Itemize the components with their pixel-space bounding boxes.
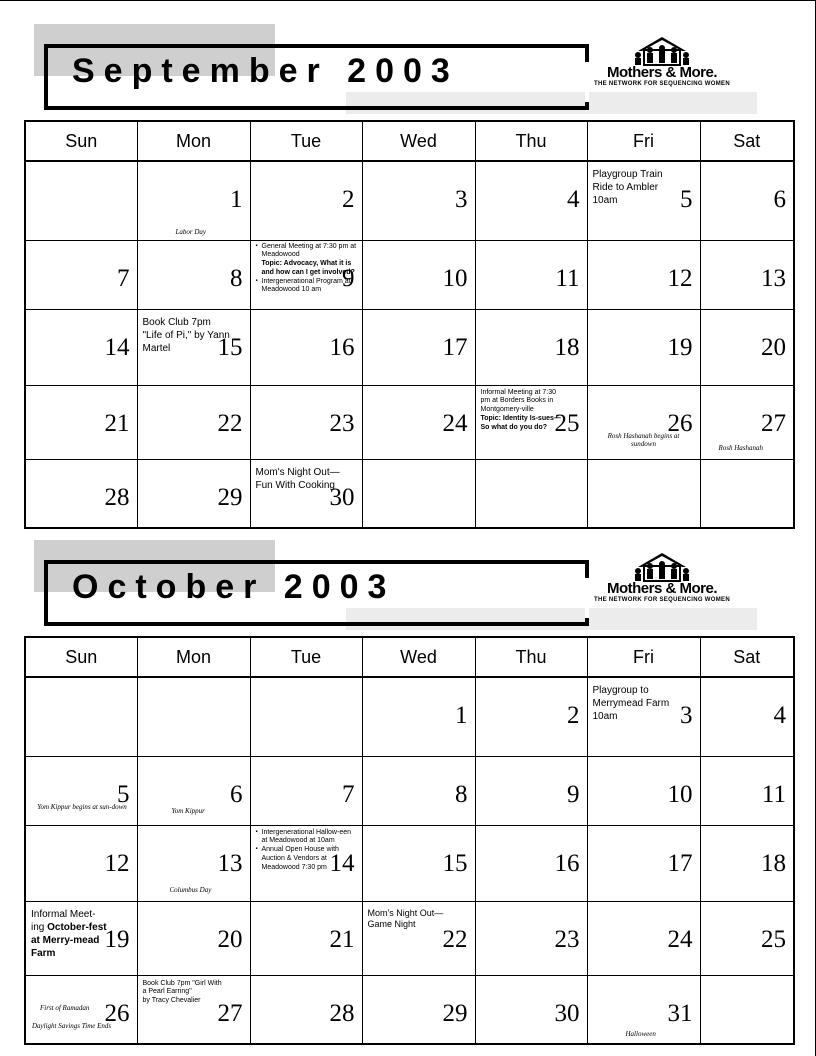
day-cell [700,677,794,756]
day-number: 26 [667,409,693,437]
day-cell [25,975,137,1044]
day-number: 30 [554,999,580,1027]
day-cell [250,975,362,1044]
event-item: ▪ Intergenerational Hallow-een at Meadowood at 10am [256,829,352,847]
event-note: Playgroup to Merrymead Farm 10am [592,685,670,722]
day-number: 29 [217,483,243,511]
day-number: 13 [761,264,786,292]
day-number: 4 [773,702,786,729]
day-number: 26 [104,999,130,1027]
holiday-label: Halloween [625,1029,656,1038]
day-number: 18 [554,333,580,361]
event-item: ▪ General Meeting at 7:30 pm at Meadowood Topic: Advocacy, What it is and how can I get involved? [256,243,364,278]
day-number: 10 [667,780,693,808]
day-cell [137,309,250,385]
event-note: Informal Meeting at 7:30 pm at Borders Books in Montgomery-ville Topic: Identity Is-sues—So what do you do? [480,388,561,431]
day-number: 12 [667,264,693,292]
event-note [256,829,352,873]
holiday-label: Yom Kippur [171,806,205,815]
day-cell [25,385,137,459]
day-cell [587,240,700,309]
day-cell [250,901,362,975]
house-family-icon [632,36,692,66]
day-number: 2 [342,186,355,213]
event-note: Book Club 7pm "Life of Pi," by Yann Martel [142,316,230,354]
day-cell [25,901,137,975]
weekday-tue: Tue [250,121,362,161]
day-number: 31 [667,999,693,1027]
day-cell [250,385,362,459]
day-cell [475,677,587,756]
day-number: 5 [680,186,693,213]
month-title: October 2003 [72,568,396,606]
day-cell [362,901,475,975]
weekday-sat: Sat [700,637,794,677]
day-cell [475,309,587,385]
day-cell-empty [700,459,794,528]
day-number: 24 [442,409,468,437]
day-number: 27 [761,409,786,437]
weekday-tue: Tue [250,637,362,677]
day-cell [587,825,700,901]
day-cell [700,385,794,459]
day-number: 25 [554,409,580,437]
event-item: ▪ Intergenerational Program at Meadowood 10 am [256,278,364,296]
day-cell [700,901,794,975]
day-number: 14 [329,849,355,877]
event-note: Playgroup Train Ride to Ambler 10am [592,169,663,206]
weekday-sun: Sun [25,121,137,161]
day-cell [587,385,700,459]
event-note: Book Club 7pm "Girl With a Pearl Earring" by Tracy Chevalier [142,979,222,1004]
house-family-icon [632,552,692,582]
day-cell [25,756,137,825]
day-cell-empty [700,975,794,1044]
day-cell [250,161,362,240]
day-cell [137,161,250,240]
day-number: 3 [455,186,468,213]
day-number: 18 [761,849,786,877]
day-cell-empty [362,459,475,528]
day-cell [587,975,700,1044]
event-note: Informal Meet-ing October-fest at Merry-mead Farm [31,908,107,959]
day-cell [362,825,475,901]
day-cell [25,459,137,528]
day-number: 3 [680,702,693,729]
day-number: 24 [667,925,693,953]
day-cell [700,240,794,309]
day-cell-empty [25,677,137,756]
event-note: Mom's Night Out—Game Night [367,907,444,930]
day-number: 17 [667,849,693,877]
day-number: 11 [555,264,580,292]
day-cell-empty [475,459,587,528]
day-number: 6 [773,186,786,213]
day-cell [587,756,700,825]
day-cell [137,240,250,309]
day-cell [700,756,794,825]
weekday-wed: Wed [362,637,475,677]
day-cell-empty [137,677,250,756]
month-grid [24,120,795,529]
day-number: 2 [567,702,580,729]
day-number: 23 [554,925,580,953]
day-cell [700,825,794,901]
day-number: 6 [230,780,243,808]
weekday-sun: Sun [25,637,137,677]
holiday-label: Labor Day [175,228,207,236]
day-number: 9 [567,780,580,808]
day-cell [475,825,587,901]
day-number: 16 [329,333,355,361]
day-number: 29 [442,999,468,1027]
day-cell [362,309,475,385]
day-number: 15 [442,849,468,877]
day-cell [362,975,475,1044]
day-cell [587,161,700,240]
day-cell [25,240,137,309]
day-cell-empty [25,161,137,240]
day-number: 11 [761,780,786,808]
day-cell [475,756,587,825]
day-number: 4 [567,186,580,213]
event-note [256,243,364,296]
day-cell [137,825,250,901]
day-number: 10 [442,264,468,292]
day-number: 8 [230,264,243,292]
logo-brand: Mothers & More. [606,580,717,597]
day-cell [362,161,475,240]
day-number: 15 [217,333,243,361]
day-cell [137,385,250,459]
day-cell [362,756,475,825]
holiday-label: First of Ramadan [40,1003,90,1012]
month-title: September 2003 [72,52,459,90]
day-cell [475,385,587,459]
holiday-label: Yom Kippur begins at sun-down [37,802,127,811]
day-cell [475,240,587,309]
day-cell [700,309,794,385]
day-cell [25,309,137,385]
day-cell [587,309,700,385]
day-number: 7 [342,780,355,808]
october-calendar [0,538,816,1048]
day-cell [475,161,587,240]
day-number: 21 [104,409,130,437]
day-number: 19 [104,925,130,953]
day-cell [475,901,587,975]
mothers-and-more-logo [592,36,732,90]
day-cell [250,309,362,385]
day-number: 28 [104,483,130,511]
day-number: 30 [329,483,355,511]
day-cell [587,677,700,756]
day-number: 13 [217,849,243,877]
day-number: 1 [455,702,468,729]
day-number: 21 [329,925,355,953]
weekday-fri: Fri [587,121,700,161]
event-note: Mom's Night Out—Fun With Cooking [255,466,340,491]
day-number: 8 [455,780,468,808]
day-cell [137,756,250,825]
weekday-wed: Wed [362,121,475,161]
month-grid [24,636,795,1045]
day-cell [250,459,362,528]
holiday-label: Rosh Hashanah [718,443,764,452]
day-cell [137,459,250,528]
day-cell [250,240,362,309]
day-number: 16 [554,849,580,877]
day-cell-empty [250,677,362,756]
day-cell [587,901,700,975]
day-cell [137,901,250,975]
day-number: 23 [329,409,355,437]
day-number: 25 [761,925,786,953]
logo-tagline: THE NETWORK FOR SEQUENCING WOMEN [594,81,730,87]
day-cell [250,825,362,901]
day-number: 20 [217,925,243,953]
day-cell [25,825,137,901]
day-number: 19 [667,333,693,361]
day-cell [362,385,475,459]
day-number: 17 [442,333,468,361]
day-cell [475,975,587,1044]
day-number: 28 [329,999,355,1027]
day-cell-empty [587,459,700,528]
day-number: 9 [342,264,355,292]
holiday-label: Rosh Hashanah begins at sundown [607,431,680,448]
holiday-label: Columbus Day [169,885,212,894]
event-item: ▪ Annual Open House with Auction & Vendors at Meadowood 7:30 pm [256,846,352,872]
day-number: 22 [442,925,468,953]
logo-tagline: THE NETWORK FOR SEQUENCING WOMEN [594,597,730,603]
mothers-and-more-logo [592,552,732,606]
holiday-label: Daylight Savings Time Ends [32,1021,112,1030]
weekday-mon: Mon [137,637,250,677]
weekday-thu: Thu [475,637,587,677]
logo-brand: Mothers & More. [606,64,717,81]
day-number: 20 [761,333,786,361]
day-number: 14 [104,333,130,361]
day-number: 5 [117,780,130,808]
day-cell [700,161,794,240]
day-number: 7 [117,264,130,292]
weekday-mon: Mon [137,121,250,161]
day-number: 1 [230,186,243,213]
day-number: 12 [104,849,130,877]
day-cell [137,975,250,1044]
day-number: 22 [217,409,243,437]
day-cell [250,756,362,825]
weekday-fri: Fri [587,637,700,677]
weekday-thu: Thu [475,121,587,161]
day-cell [362,677,475,756]
weekday-sat: Sat [700,121,794,161]
day-cell [362,240,475,309]
day-number: 27 [217,999,243,1027]
